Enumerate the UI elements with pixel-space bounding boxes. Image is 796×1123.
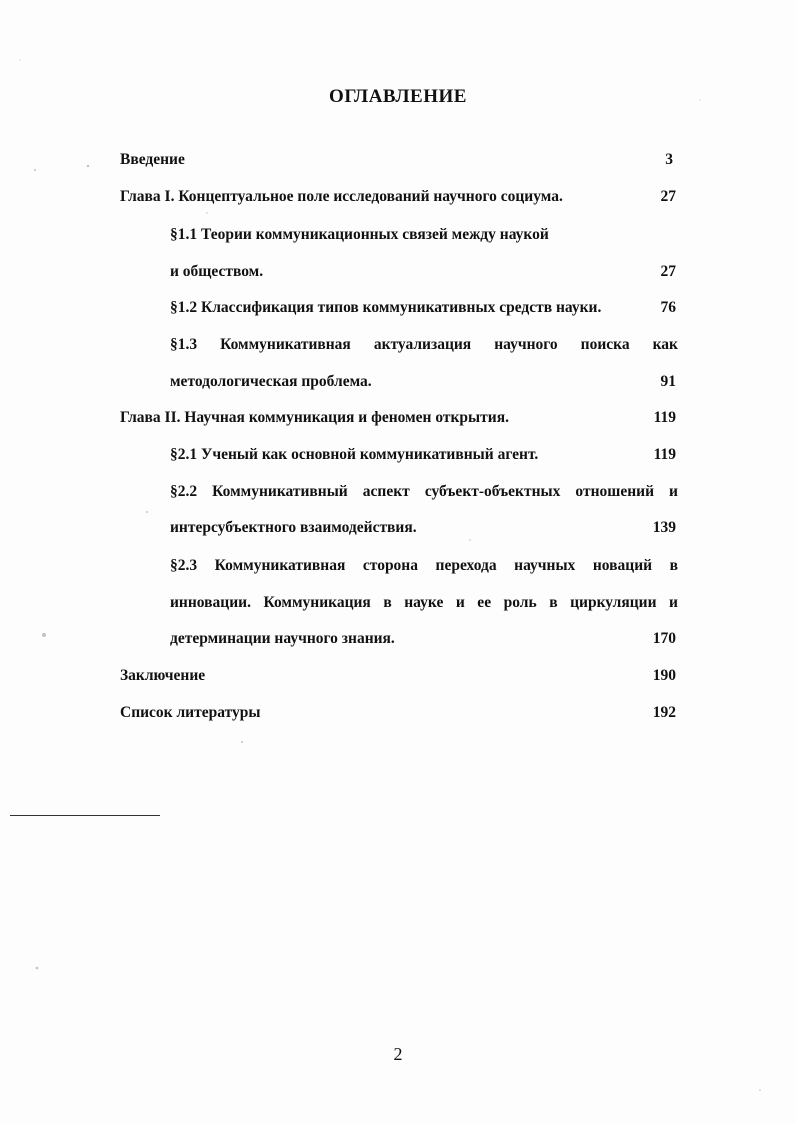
toc-page-2-1: 119	[653, 446, 676, 463]
toc-entry-1-1-line1[interactable]: §1.1 Теории коммуникационных связей между наукой	[170, 226, 549, 243]
toc-page-1-3: 91	[660, 373, 676, 390]
toc-title: ОГЛАВЛЕНИЕ	[329, 86, 467, 107]
toc-entry-2-1[interactable]: §2.1 Ученый как основной коммуникативный агент.	[170, 446, 539, 463]
toc-entry-2-3-line1[interactable]: §2.3 Коммуникативная сторона перехода научных новаций в	[170, 557, 678, 574]
toc-page-1-1: 27	[660, 263, 676, 280]
toc-entry-2-3-line3[interactable]: детерминации научного знания.	[170, 630, 395, 647]
toc-entry-chapter-2[interactable]: Глава II. Научная коммуникация и феномен открытия.	[120, 409, 509, 426]
toc-page-chapter-1: 27	[660, 188, 676, 205]
toc-entry-2-3-line2[interactable]: инновации. Коммуникация в науке и ее роль в циркуляции и	[170, 594, 678, 611]
toc-entry-1-2[interactable]: §1.2 Классификация типов коммуникативных средств науки.	[170, 299, 602, 316]
toc-page-intro: 3	[665, 151, 673, 168]
toc-entry-conclusion[interactable]: Заключение	[120, 667, 206, 684]
toc-page-1-2: 76	[660, 299, 676, 316]
toc-entry-bibliography[interactable]: Список литературы	[120, 704, 261, 721]
toc-entry-1-3-line1[interactable]: §1.3 Коммуникативная актуализация научного поиска как	[170, 336, 678, 353]
toc-page-2-3: 170	[652, 630, 676, 647]
toc-page-2-2: 139	[652, 519, 676, 536]
toc-page-chapter-2: 119	[653, 409, 676, 426]
toc-entry-2-2-line2[interactable]: интерсубъектного взаимодействия.	[170, 519, 417, 536]
toc-page-bibliography: 192	[652, 704, 676, 721]
toc-entry-1-3-line2[interactable]: методологическая проблема.	[170, 373, 372, 390]
page-number: 2	[393, 1044, 403, 1064]
toc-entry-2-2-line1[interactable]: §2.2 Коммуникативный аспект субъект-объектных отношений и	[170, 483, 678, 500]
toc-entry-chapter-1[interactable]: Глава I. Концептуальное поле исследований научного социума.	[120, 188, 563, 205]
toc-page-conclusion: 190	[652, 667, 676, 684]
toc-entry-1-1-line2[interactable]: и обществом.	[170, 263, 264, 280]
horizontal-rule	[10, 815, 160, 816]
toc-entry-intro[interactable]: Введение	[120, 151, 185, 168]
